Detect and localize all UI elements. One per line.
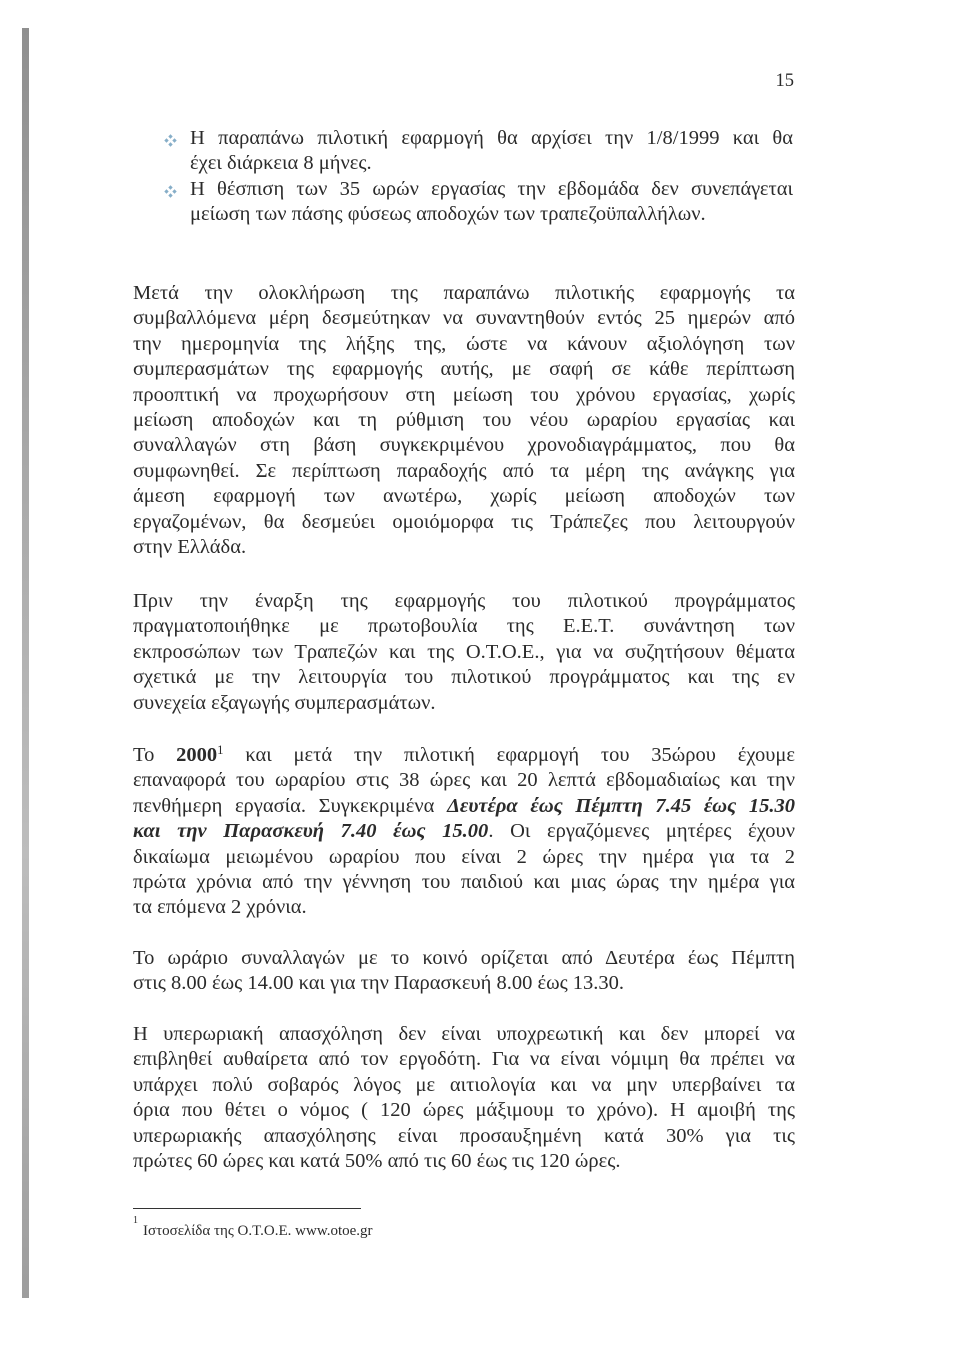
diamond-right (172, 138, 176, 142)
text-line: δικαίωμα μειωμένου ωραρίου που είναι 2 ώρες την ημέρα για τα 2 (133, 845, 795, 868)
text-line: Μετά την ολοκλήρωση της παραπάνω πιλοτικής εφαρμογής τα (133, 282, 795, 304)
schedule-emphasis: και την Παρασκευή 7.40 έως 15.00 (133, 820, 489, 843)
paragraph (133, 281, 795, 560)
footnote-separator (133, 1208, 361, 1209)
text-line: συναλλαγών στη βάση συγκεκριμένου χρονοδιαγράμματος, που θα (133, 434, 795, 457)
diamond-bottom (168, 193, 172, 197)
text-line: προοπτική να προχωρήσουν στη μείωση του χρόνου εργασίας, χωρίς (133, 383, 795, 406)
text-line: μείωση αποδοχών και τη ρύθμιση του νέου ωραρίου εργασίας και (133, 408, 795, 431)
scan-edge-shadow (22, 28, 29, 1298)
text-line: στην Ελλάδα. (133, 535, 247, 558)
diamond-top (168, 185, 172, 189)
footnote-text: Ιστοσελίδα της Ο.Τ.Ο.Ε. www.otoe.gr (143, 1223, 373, 1239)
year-bold: 2000 (176, 744, 218, 766)
text-line: συμφωνηθεί. Σε περίπτωση παραδοχής από τα μέρη της ανάγκης για (133, 459, 795, 482)
text-line: συνεχεία εξαγωγής συμπερασμάτων. (133, 691, 436, 714)
text-span: και μετά την πιλοτική εφαρμογή του 35ώρου έχουμε (223, 744, 795, 766)
diamond-left (164, 189, 168, 193)
footnote-reference: 1 (217, 743, 224, 758)
text-line: υπάρχει πολύ σοβαρός λόγος με αιτιολογία και να μην υπερβαίνει τα (133, 1073, 795, 1096)
text-line (133, 819, 795, 844)
text-line: πρώτες 60 ώρες και κατά 50% από τις 60 έως τις 120 ώρες. (133, 1149, 621, 1172)
diamond-left (164, 138, 168, 142)
text-line: επιβληθεί αυθαίρετα από τον εργοδότη. Για να είναι νόμιμη θα πρέπει να (133, 1048, 795, 1071)
footnote (133, 1215, 373, 1241)
text-line: Η παραπάνω πιλοτική εφαρμογή θα αρχίσει την 1/8/1999 και θα (190, 127, 793, 149)
text-line: Το ωράριο συναλλαγών με το κοινό ορίζεται από Δευτέρα έως Πέμπτη (133, 947, 795, 969)
paragraph (133, 946, 795, 997)
text-span: . Οι εργαζόμενες μητέρες έχουν (488, 820, 795, 843)
text-line: όρια που θέτει ο νόμος ( 120 ώρες μάξιμουμ το χρόνο). Η αμοιβή της (133, 1099, 795, 1122)
text-span: Το (133, 744, 177, 766)
four-diamond-bullet-graphic (164, 134, 177, 147)
text-line: Η υπερωριακή απασχόληση δεν είναι υποχρεωτική και δεν μπορεί να (133, 1023, 795, 1045)
text-line: υπερωριακής απασχόλησης είναι προσαυξημένη κατά 30% για τις (133, 1124, 795, 1147)
paragraph (133, 1022, 795, 1174)
text-line: σχετικά με την λειτουργία του πιλοτικού προγράμματος και της εν (133, 666, 795, 689)
text-line: συμπερασμάτων της εφαρμογής αυτής, με σαφή σε κάθε περίπτωση (133, 358, 795, 381)
text-line: εργαζομένων, θα δεσμεύει ομοιόμορφα τις Τράπεζες που λειτουργούν (133, 510, 795, 533)
diamond-right (172, 189, 176, 193)
four-diamond-bullet-icon (164, 134, 177, 147)
text-line: πρώτα χρόνια από την γέννηση του παιδιού και μιας ώρας την ημέρα για (133, 870, 795, 893)
paragraph (133, 743, 795, 921)
footnote-marker: 1 (133, 1215, 138, 1226)
text-line: μείωση των πάσης φύσεως αποδοχών των τραπεζοϋπαλλήλων. (190, 203, 706, 226)
text-line: εκπροσώπων των Τραπεζών και της Ο.Τ.Ο.Ε., για να συζητήσουν θέματα (133, 640, 795, 663)
diamond-top (168, 134, 172, 138)
text-line: άμεση εφαρμογή των ανωτέρω, χωρίς μείωση αποδοχών των (133, 485, 795, 508)
paragraph (133, 589, 795, 716)
text-line (133, 794, 795, 819)
text-line: πραγματοποιήθηκε με πρωτοβουλία της Ε.Ε.Τ. συνάντηση των (133, 615, 795, 638)
text-span: πενθήμερη εργασία. Συγκεκριμένα (133, 794, 448, 817)
text-line (133, 743, 795, 768)
text-line: στις 8.00 έως 14.00 και για την Παρασκευή 8.00 έως 13.30. (133, 972, 625, 995)
text-line: την ημερομηνία της λήξης της, ώστε να κάνουν αξιολόγηση των (133, 332, 795, 355)
page-number: 15 (775, 71, 794, 91)
text-line: συμβαλλόμενα μέρη δεσμεύτηκαν να συναντηθούν εντός 25 ημερών από (133, 307, 795, 330)
diamond-bottom (168, 142, 172, 146)
bullet-item (190, 126, 793, 177)
text-line: έχει διάρκεια 8 μήνες. (190, 152, 372, 175)
bullet-list (190, 126, 793, 228)
schedule-emphasis: Δευτέρα έως Πέμπτη 7.45 έως 15.30 (447, 794, 795, 817)
text-line: Πριν την έναρξη της εφαρμογής του πιλοτικού προγράμματος (133, 590, 795, 612)
text-line: τα επόμενα 2 χρόνια. (133, 896, 307, 919)
four-diamond-bullet-icon (164, 185, 177, 198)
text-line: Η θέσπιση των 35 ωρών εργασίας την εβδομάδα δεν συνεπάγεται (190, 177, 793, 200)
text-line: επαναφορά του ωραρίου στις 38 ώρες και 20 λεπτά εβδομαδιαίως και την (133, 769, 795, 792)
bullet-item (190, 177, 793, 228)
four-diamond-bullet-graphic (164, 185, 177, 198)
